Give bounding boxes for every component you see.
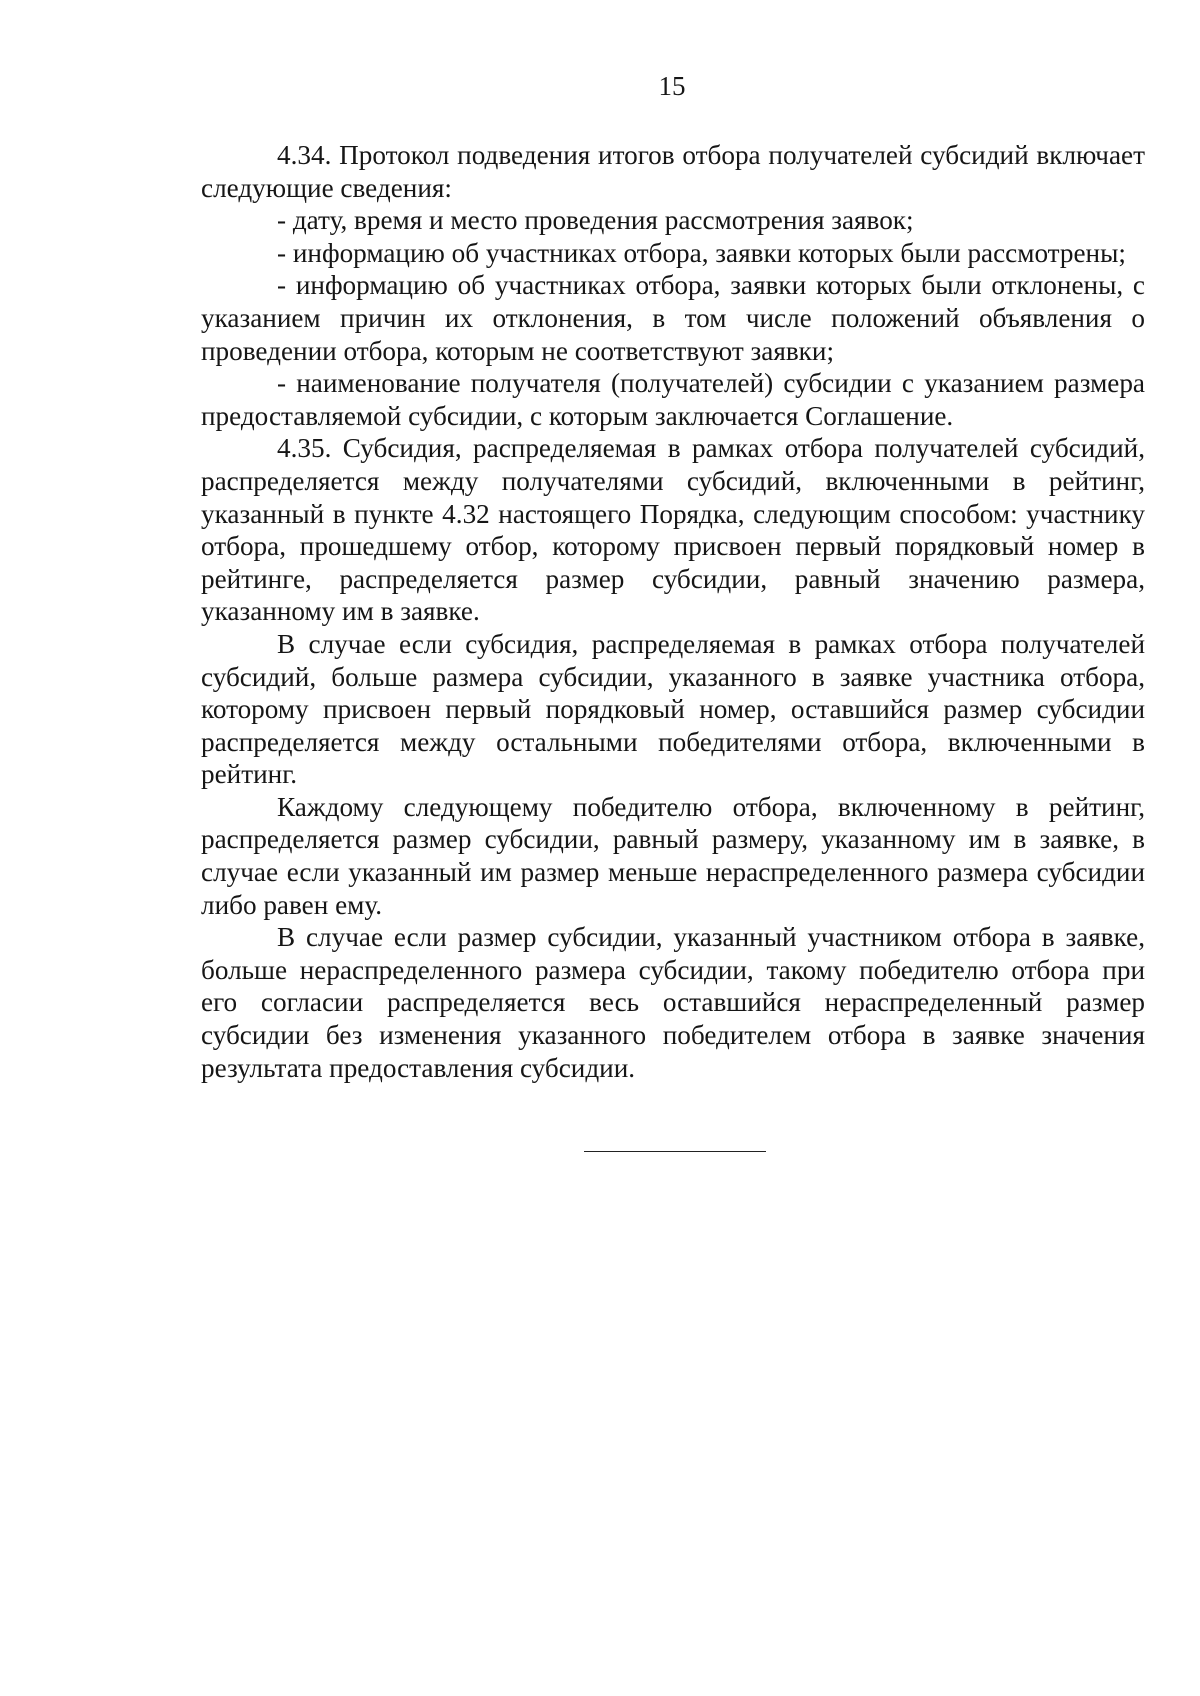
list-item-reviewed-participants: - информацию об участниках отбора, заявки которых были рассмотрены; [277, 237, 1126, 268]
list-item-rejected-participants: - информацию об участниках отбора, заявки которых были отклонены, с указанием причин их отклонения, в том числе положений объявления о проведении отбора, которым не соответствуют заявки; [201, 270, 1145, 366]
page-number: 15 [658, 71, 686, 101]
paragraph-remaining-subsidy: В случае если субсидия, распределяемая в рамках отбора получателей субсидий, больше размера субсидии, указанного в заявке участника отбора, которому присвоен первый порядковый номер, оставшийся размер субсидии распределяется между остальными победителями отбора, включенными в рейтинг. [201, 628, 1145, 790]
paragraph-4-34-intro: 4.34. Протокол подведения итогов отбора получателей субсидий включает следующие сведения: [201, 140, 1145, 203]
document-body [201, 139, 1145, 1084]
list-item-recipient-name: - наименование получателя (получателей) субсидии с указанием размера предоставляемой субсидии, с которым заключается Соглашение. [201, 368, 1145, 431]
paragraph-next-winner: Каждому следующему победителю отбора, включенному в рейтинг, распределяется размер субсидии, равный размеру, указанному им в заявке, в случае если указанный им размер меньше нераспределенного размера субсидии либо равен ему. [201, 791, 1145, 920]
paragraph-4-35: 4.35. Субсидия, распределяемая в рамках отбора получателей субсидий, распределяется между получателями субсидий, включенными в рейтинг, указанный в пункте 4.32 настоящего Порядка, следующим способом: участнику отбора, прошедшему отбор, которому присвоен первый порядковый номер в рейтинге, распределяется размер субсидии, равный значению размера, указанному им в заявке. [201, 433, 1145, 627]
end-of-text-divider [584, 1151, 766, 1152]
paragraph-larger-request: В случае если размер субсидии, указанный участником отбора в заявке, больше нераспределенного размера субсидии, такому победителю отбора при его согласии распределяется весь оставшийся нераспределенный размер субсидии без изменения указанного победителем отбора в заявке значения результата предоставления субсидии. [201, 922, 1145, 1083]
list-item-date-time-place: - дату, время и место проведения рассмотрения заявок; [277, 205, 914, 236]
